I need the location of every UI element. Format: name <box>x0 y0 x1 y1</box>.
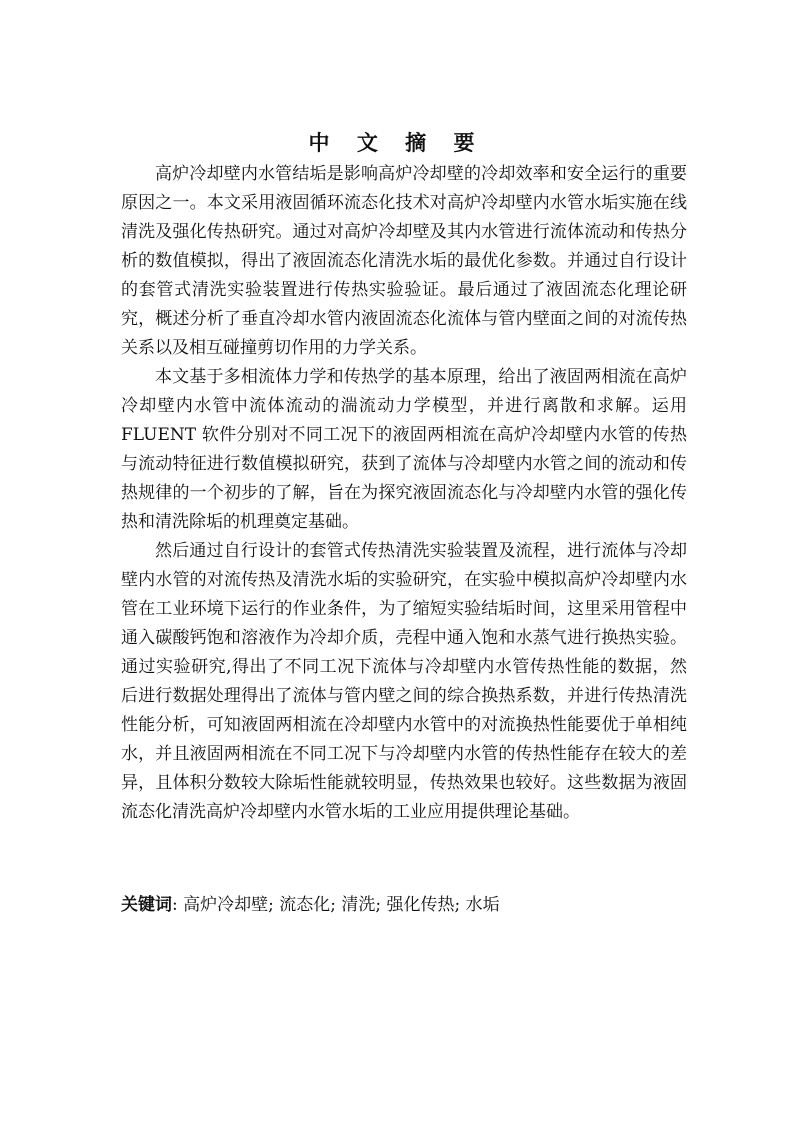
abstract-paragraph-3: 然后通过自行设计的套管式传热清洗实验装置及流程，进行流体与冷却壁内水管的对流传热及清洗水垢的实验研究，在实验中模拟高炉冷却壁内水管在工业环境下运行的作业条件，为了缩短实验结垢时间，这里采用管程中通入碳酸钙饱和溶液作为冷却介质，壳程中通入饱和水蒸气进行换热实验。通过实验研究,得出了不同工况下流体与冷却壁内水管传热性能的数据，然后进行数据处理得出了流体与管内壁之间的综合换热系数，并进行传热清洗性能分析，可知液固两相流在冷却壁内水管中的对流换热性能要优于单相纯水，并且液固两相流在不同工况下与冷却壁内水管的传热性能存在较大的差异，且体积分数较大除垢性能就较明显，传热效果也较好。这些数据为液固流态化清洗高炉冷却壁内水管水垢的工业应用提供理论基础。 <box>121 541 687 822</box>
page-title: 中 文 摘 要 <box>308 131 485 155</box>
abstract-paragraph-2: 本文基于多相流体力学和传热学的基本原理，给出了液固两相流在高炉冷却壁内水管中流体流动的湍流动力学模型，并进行离散和求解。运用 FLUENT 软件分别对不同工况下的液固两相流在高炉冷却壁内水管的传热与流动特征进行数值模拟研究，获到了流体与冷却壁内水管之间的流动和传热规律的一个初步的了解，旨在为探究液固流态化与冷却壁内水管的强化传热和清洗除垢的机理奠定基础。 <box>121 367 687 532</box>
keywords-separator: : <box>172 895 178 915</box>
keywords-line <box>121 891 687 920</box>
abstract-body <box>121 160 687 827</box>
abstract-paragraph-1: 高炉冷却壁内水管结垢是影响高炉冷却壁的冷却效率和安全运行的重要原因之一。本文采用液固循环流态化技术对高炉冷却壁内水管水垢实施在线清洗及强化传热研究。通过对高炉冷却壁及其内水管进行流体流动和传热分析的数值模拟，得出了液固流态化清洗水垢的最优化参数。并通过自行设计的套管式清洗实验装置进行传热实验验证。最后通过了液固流态化理论研究，概述分析了垂直冷却水管内液固流态化流体与管内壁面之间的对流传热关系以及相互碰撞剪切作用的力学关系。 <box>121 164 687 358</box>
keywords-label: 关键词 <box>121 895 172 915</box>
keywords-value: 高炉冷却壁; 流态化; 清洗; 强化传热; 水垢 <box>177 895 500 915</box>
